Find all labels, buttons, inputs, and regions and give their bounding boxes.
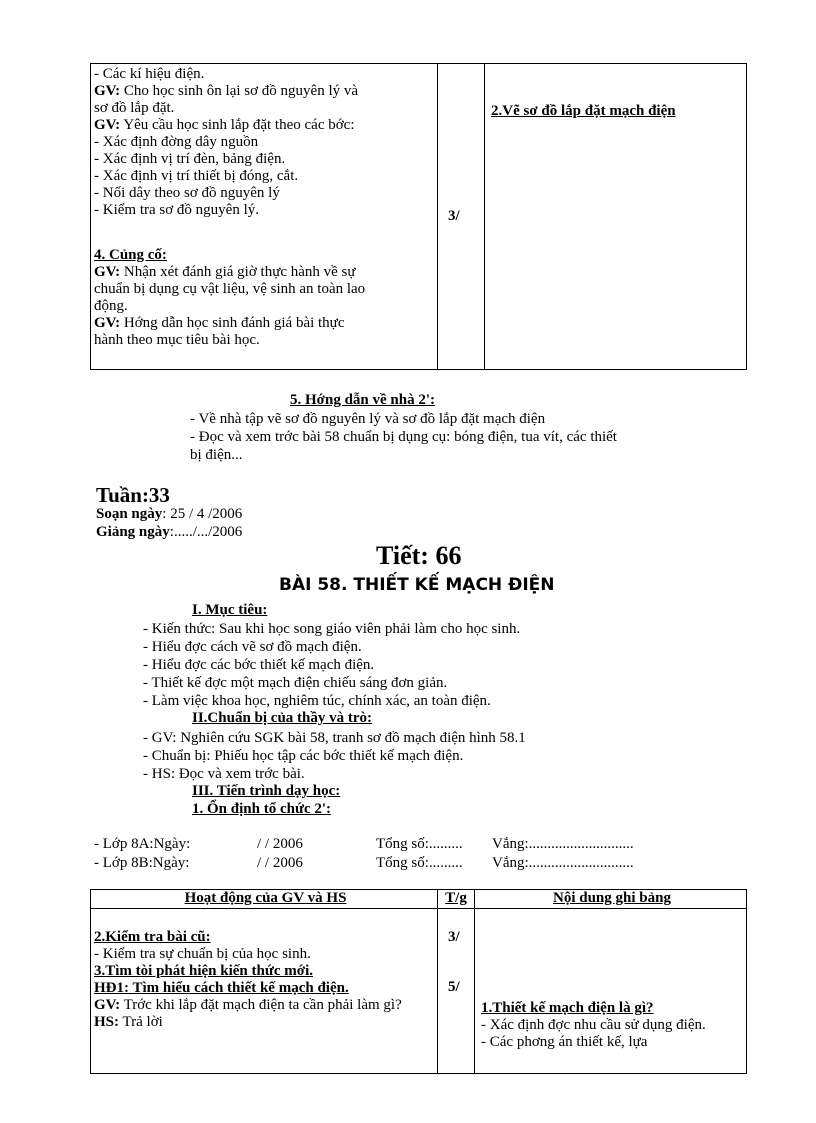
homework-line: bị điện... — [190, 447, 243, 463]
top-time: 3/ — [448, 208, 460, 224]
giang-value: :...../.../2006 — [169, 524, 243, 540]
top-table — [90, 63, 747, 370]
soan-value: : 25 / 4 /2006 — [162, 506, 243, 522]
top-right-cell — [485, 64, 747, 370]
text-line: - Xác định vị trí đèn, bảng điện. — [94, 151, 286, 167]
right-heading-draw: 2.Vẽ sơ đồ lắp đặt mạch điện — [491, 103, 676, 119]
homework-line: - Về nhà tập vẽ sơ đồ nguyên lý và sơ đồ lắp đặt mạch điện — [190, 411, 546, 427]
content-heading: 1.Thiết kế mạch điện là gì? — [481, 1000, 654, 1016]
homework-lines — [190, 410, 617, 464]
attendance-row — [94, 836, 634, 853]
lesson-period: Tiết: 66 — [376, 541, 462, 570]
text-line: - GV: Nghiên cứu SGK bài 58, tranh sơ đồ mạch điện hình 58.1 — [143, 730, 526, 746]
attendance-date: / / 2006 — [257, 855, 303, 871]
top-left-cell — [91, 64, 438, 370]
top-time-cell — [438, 64, 485, 370]
tim-toi-heading: 3.Tìm tòi phát hiện kiến thức mới. — [94, 963, 313, 979]
giang-label: Giảng ngày — [96, 524, 170, 540]
activity-content-cell — [475, 909, 747, 1074]
cung-co-lines — [94, 264, 437, 349]
attendance-absent: Vắng:............................ — [492, 855, 634, 871]
homework-heading: 5. Hớng dẫn về nhà 2': — [290, 392, 436, 408]
text-line: GV: Nhận xét đánh giá giờ thực hành về sự — [94, 264, 356, 280]
text-line: - Kiến thức: Sau khi học song giáo viên phải làm cho học sinh. — [143, 621, 521, 637]
text-line: GV: Yêu cầu học sinh lắp đặt theo các bớc: — [94, 117, 355, 133]
text-line: - Thiết kế đợc một mạch điện chiếu sáng đơn giản. — [143, 675, 448, 691]
kiem-tra-text: - Kiểm tra sự chuẩn bị của học sinh. — [94, 946, 311, 962]
text-line: GV: Cho học sinh ôn lại sơ đồ nguyên lý và — [94, 83, 359, 99]
attendance-class: - Lớp 8A:Ngày: — [94, 836, 191, 852]
hd1-heading: HĐ1: Tìm hiểu cách thiết kế mạch điện. — [94, 980, 349, 996]
header-time: T/g — [438, 890, 475, 909]
activity-table-header — [91, 890, 747, 909]
attendance-absent: Vắng:............................ — [492, 836, 634, 852]
header-content: Nội dung ghi bảng — [475, 890, 747, 909]
header-activity: Hoạt động của GV và HS — [91, 890, 438, 909]
week-label: Tuần:33 — [96, 483, 170, 507]
hs-answer: HS: Trả lời — [94, 1014, 163, 1030]
kiem-tra-heading: 2.Kiểm tra bài cũ: — [94, 929, 211, 945]
objective-lines — [143, 620, 520, 710]
text-line: - Xác định đờng dây nguồn — [94, 134, 259, 150]
soan-ngay — [96, 506, 242, 523]
text-line: - HS: Đọc và xem trớc bài. — [143, 766, 305, 782]
attendance-total: Tổng số:......... — [376, 855, 463, 871]
preparation-lines — [143, 729, 526, 783]
text-line: - Nối dây theo sơ đồ nguyên lý — [94, 185, 280, 201]
activity-time-cell — [438, 909, 475, 1074]
text-line: - Làm việc khoa học, nghiêm túc, chính xác, an toàn điện. — [143, 693, 491, 709]
text-line: - Chuẩn bị: Phiếu học tập các bớc thiết kế mạch điện. — [143, 748, 464, 764]
top-left-lines — [94, 66, 437, 219]
text-line: chuẩn bị dụng cụ vật liệu, vệ sinh an toàn lao — [94, 281, 366, 297]
org-heading: 1. Ổn định tổ chức 2': — [192, 801, 332, 817]
text-line: - Kiểm tra sơ đồ nguyên lý. — [94, 202, 259, 218]
text-line: - Hiểu đợc các bớc thiết kế mạch điện. — [143, 657, 375, 673]
text-line: - Xác định vị trí thiết bị đóng, cắt. — [94, 168, 299, 184]
objectives-heading: I. Mục tiêu: — [192, 602, 268, 618]
attendance-row — [94, 855, 634, 872]
attendance-total: Tổng số:......... — [376, 836, 463, 852]
time-kiem-tra: 3/ — [448, 929, 460, 945]
text-line: động. — [94, 298, 128, 314]
attendance-class: - Lớp 8B:Ngày: — [94, 855, 190, 871]
activity-left-cell — [91, 909, 438, 1074]
giang-ngay — [96, 524, 242, 541]
soan-label: Soạn ngày — [96, 506, 163, 522]
gv-question: GV: Trớc khi lắp đặt mạch điện ta cần phải làm gì? — [94, 997, 402, 1013]
lesson-title: BÀI 58. THIẾT KẾ MẠCH ĐIỆN — [279, 575, 555, 595]
attendance-date: / / 2006 — [257, 836, 303, 852]
preparation-heading: II.Chuẩn bị của thầy và trò: — [192, 710, 373, 726]
content-line: - Xác định đợc nhu cầu sử dụng điện. — [481, 1017, 706, 1033]
content-line: - Các phơng án thiết kế, lựa — [481, 1034, 648, 1050]
process-heading: III. Tiến trình dạy học: — [192, 783, 341, 799]
text-line: sơ đồ lắp đặt. — [94, 100, 175, 116]
time-hd1: 5/ — [448, 979, 460, 995]
text-line: GV: Hớng dẫn học sinh đánh giá bài thực — [94, 315, 345, 331]
text-line: hành theo mục tiêu bài học. — [94, 332, 260, 348]
activity-table — [90, 889, 747, 1074]
cung-co-heading: 4. Củng cố: — [94, 247, 167, 263]
homework-line: - Đọc và xem trớc bài 58 chuẩn bị dụng cụ: bóng điện, tua vít, các thiết — [190, 429, 617, 445]
text-line: - Các kí hiệu điện. — [94, 66, 205, 82]
text-line: - Hiểu đợc cách vẽ sơ đồ mạch điện. — [143, 639, 362, 655]
